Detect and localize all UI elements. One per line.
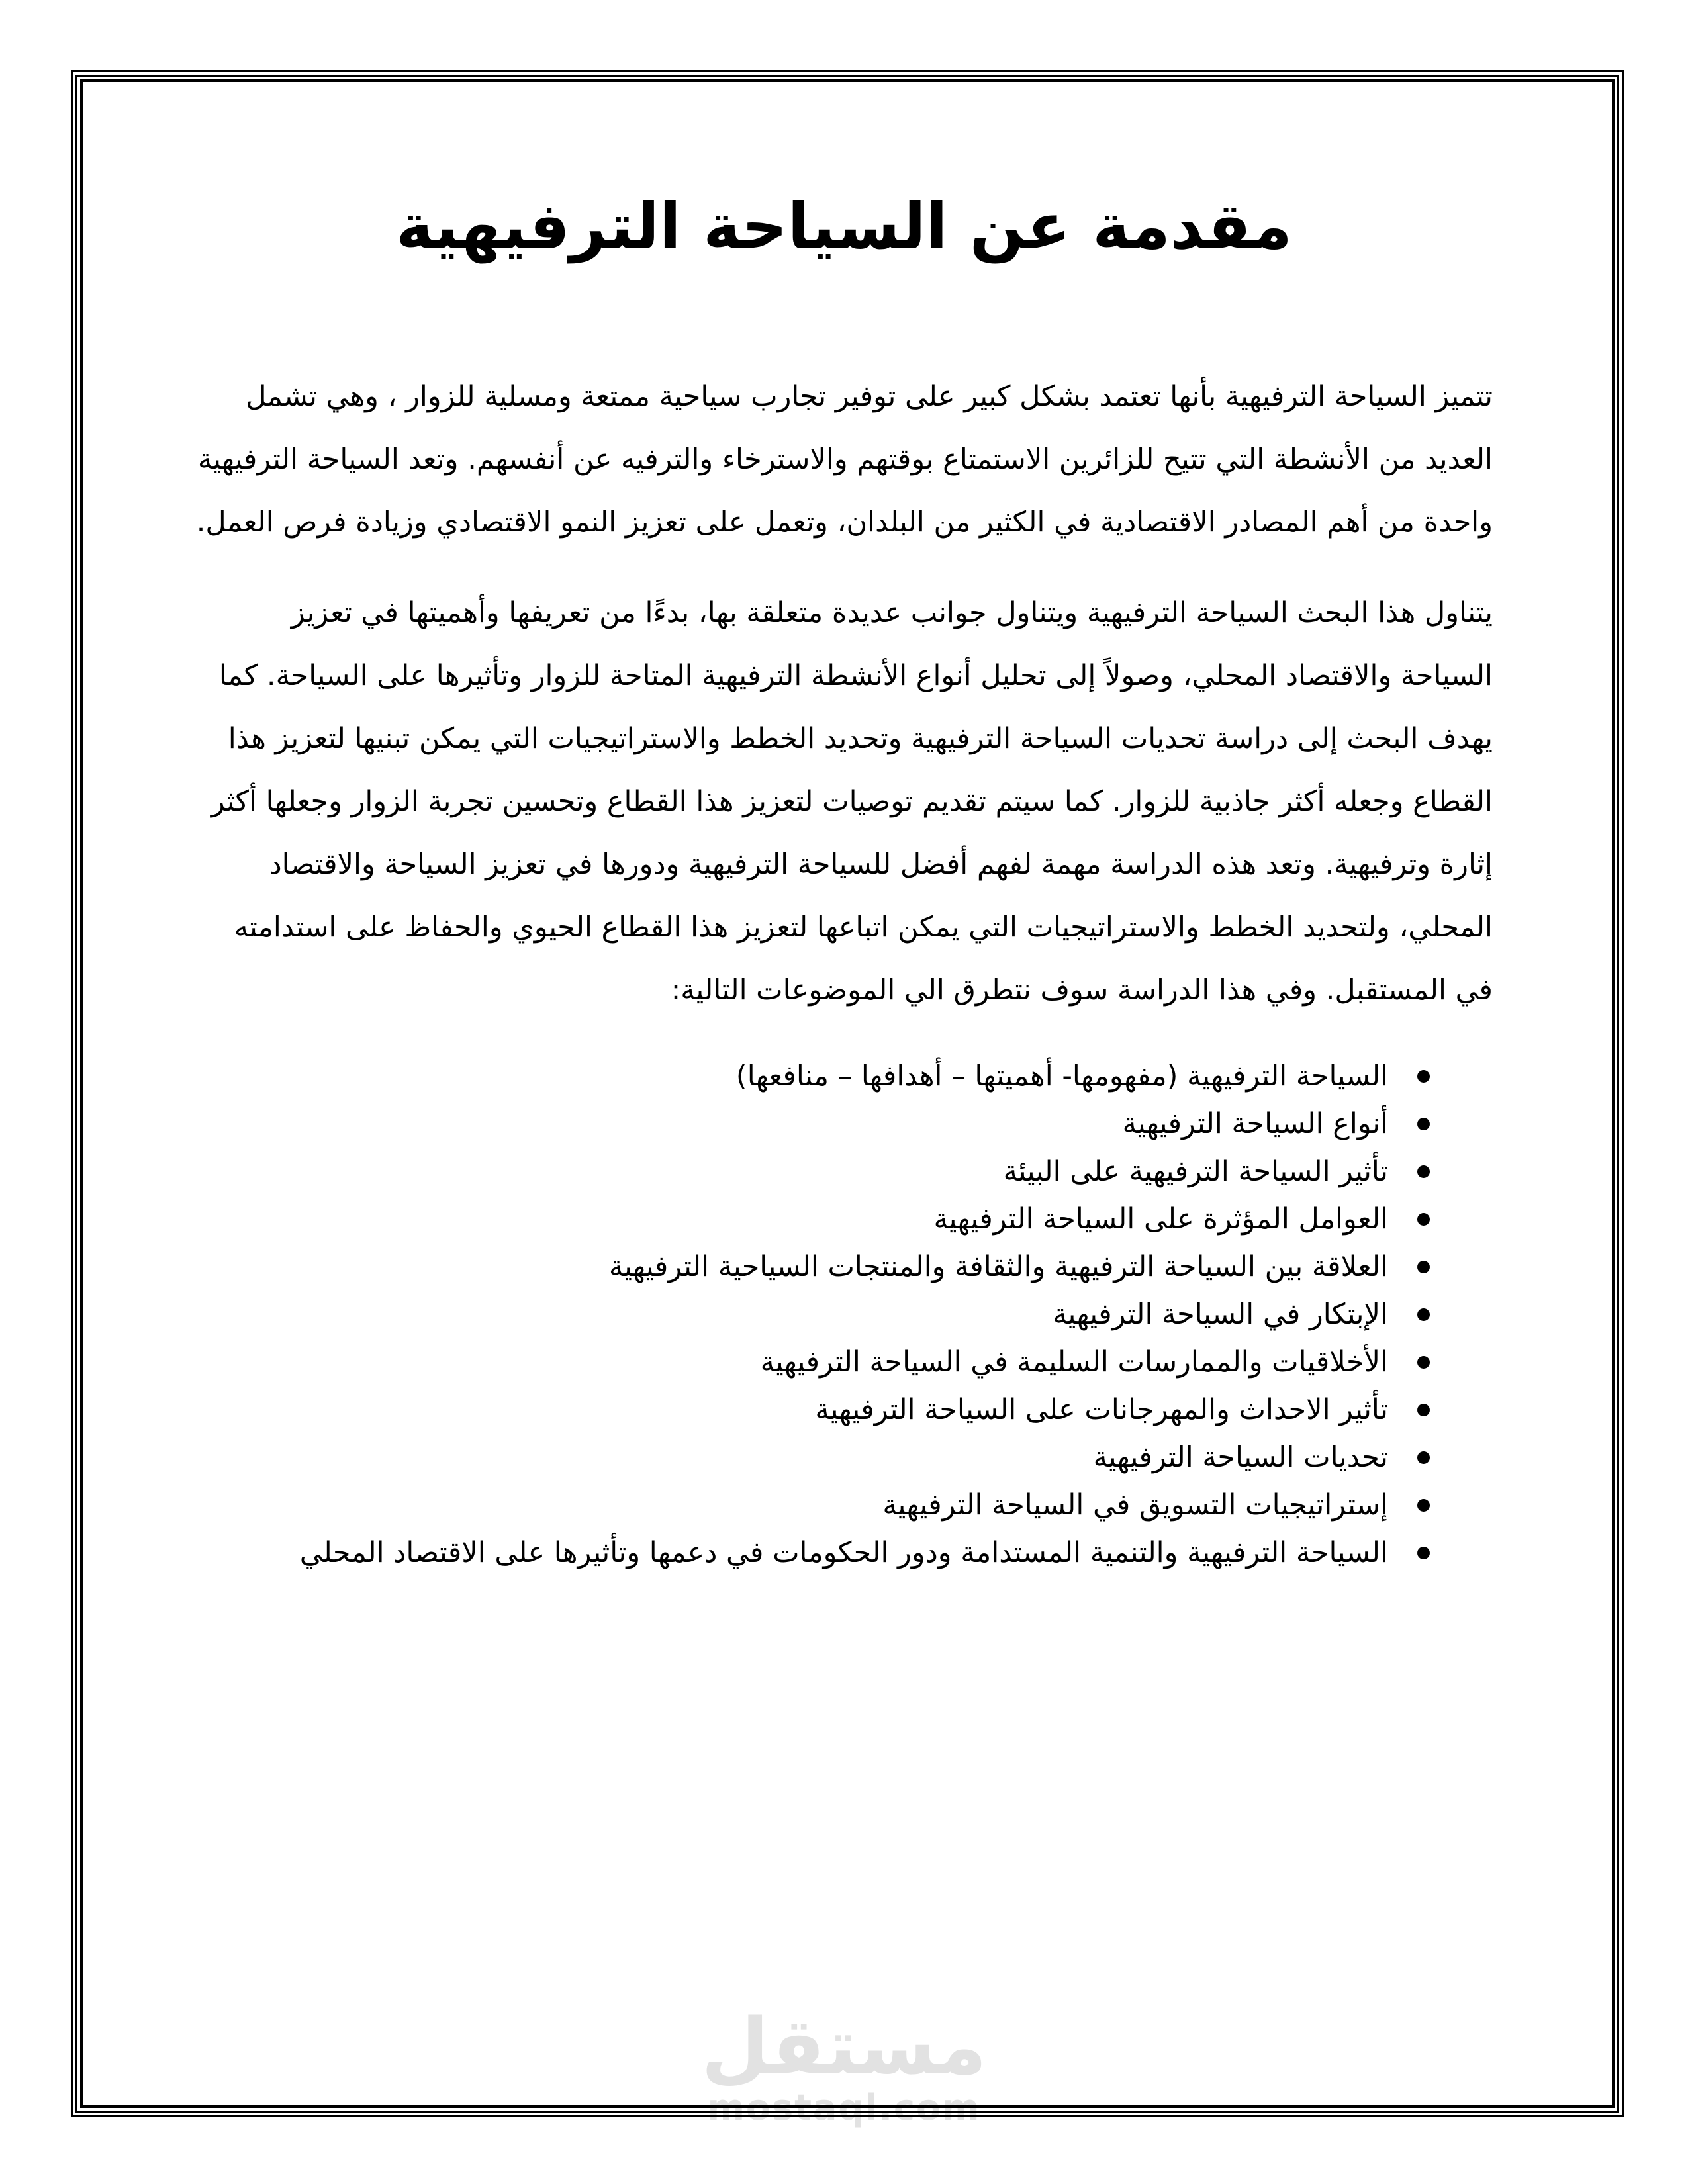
watermark — [0, 2000, 1688, 2126]
list-item-label: السياحة الترفيهية والتنمية المستدامة ودور الحكومات في دعمها وتأثيرها على الاقتصاد المحلي — [299, 1536, 1388, 1569]
list-item — [195, 1386, 1430, 1433]
topics-list — [195, 1052, 1430, 1576]
list-item — [195, 1529, 1430, 1576]
list-item — [195, 1291, 1430, 1338]
list-item-label: السياحة الترفيهية (مفهومها- أهميتها – أهدافها – منافعها) — [735, 1060, 1388, 1093]
list-item — [195, 1243, 1430, 1291]
bullet-icon — [1417, 1070, 1430, 1083]
list-item-label: العوامل المؤثرة على السياحة الترفيهية — [933, 1203, 1388, 1236]
list-item — [195, 1148, 1430, 1195]
bullet-icon — [1417, 1451, 1430, 1464]
bullet-icon — [1417, 1261, 1430, 1273]
list-item-label: الإبتكار في السياحة الترفيهية — [1053, 1298, 1388, 1331]
list-item-label: تأثير السياحة الترفيهية على البيئة — [1003, 1155, 1388, 1188]
list-item-label: أنواع السياحة الترفيهية — [1122, 1107, 1388, 1140]
bullet-icon — [1417, 1499, 1430, 1512]
list-item — [195, 1433, 1430, 1481]
list-item — [195, 1338, 1430, 1386]
bullet-icon — [1417, 1404, 1430, 1416]
list-item-label: الأخلاقيات والممارسات السليمة في السياحة الترفيهية — [760, 1345, 1388, 1379]
bullet-icon — [1417, 1308, 1430, 1321]
watermark-site-text: mostaql.com — [707, 2086, 981, 2128]
research-scope-paragraph: يتناول هذا البحث السياحة الترفيهية ويتناول جوانب عديدة متعلقة بها، بدءًا من تعريفها وأهميتها في تعزيز السياحة والاقتصاد المحلي، وصولاً إلى تحليل أنواع الأنشطة الترفيهية المتاحة للزوار وتأثيرها على السياحة. كما يهدف البحث إلى دراسة تحديات السياحة الترفيهية وتحديد الخطط والاستراتيجيات التي يمكن تبنيها لتعزيز هذا القطاع وجعله أكثر جاذبية للزوار. كما سيتم تقديم توصيات لتعزيز هذا القطاع وتحسين تجربة الزوار وجعلها أكثر إثارة وترفيهية. وتعد هذه الدراسة مهمة لفهم أفضل للسياحة الترفيهية ودورها في تعزيز السياحة والاقتصاد المحلي، ولتحديد الخطط والاستراتيجيات التي يمكن اتباعها لتعزيز هذا القطاع الحيوي والحفاظ على استدامته في المستقبل. وفي هذا الدراسة سوف نتطرق الي الموضوعات التالية: — [211, 596, 1493, 1007]
bullet-icon — [1417, 1547, 1430, 1559]
list-item — [195, 1195, 1430, 1243]
document-content — [195, 0, 1493, 1576]
list-item-label: إستراتيجيات التسويق في السياحة الترفيهية — [882, 1488, 1388, 1522]
list-item — [195, 1100, 1430, 1148]
list-item-label: العلاقة بين السياحة الترفيهية والثقافة والمنتجات السياحية الترفيهية — [608, 1250, 1388, 1283]
bullet-icon — [1417, 1356, 1430, 1369]
mostaql-logo: مستقل — [701, 2001, 987, 2092]
page-title: مقدمة عن السياحة الترفيهية — [396, 189, 1292, 263]
intro-paragraph: تتميز السياحة الترفيهية بأنها تعتمد بشكل كبير على توفير تجارب سياحية ممتعة ومسلية للزوار ، وهي تشمل العديد من الأنشطة التي تتيح للزائرين الاستمتاع بوقتهم والاسترخاء والترفيه عن أنفسهم. وتعد السياحة الترفيهية واحدة من أهم المصادر الاقتصادية في الكثير من البلدان، وتعمل على تعزيز النمو الاقتصادي وزيادة فرص العمل. — [196, 380, 1493, 539]
list-item — [195, 1052, 1430, 1100]
list-item-label: تحديات السياحة الترفيهية — [1093, 1441, 1388, 1474]
bullet-icon — [1417, 1213, 1430, 1226]
bullet-icon — [1417, 1165, 1430, 1178]
list-item — [195, 1481, 1430, 1529]
bullet-icon — [1417, 1118, 1430, 1130]
list-item-label: تأثير الاحداث والمهرجانات على السياحة الترفيهية — [815, 1393, 1388, 1426]
